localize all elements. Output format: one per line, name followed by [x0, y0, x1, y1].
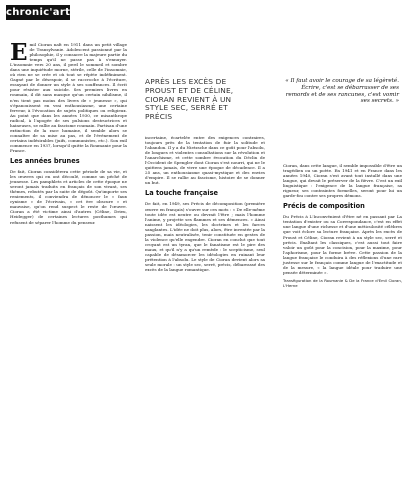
paragraph: mil Cioran naît en 1911 dans un petit village de Transylvanie. Adolescent passionné par la philosophie, il y consacre la majeure partie du temps qu'il ne passe pas à s'ennuyer. L'insomnie vers 20 ans, il perd le sommeil et sombre dans une inquiétude morne, stérile, celle de l'insomnie, où rien ne se crée et où tout se répète indéfiniment. Gagné par le désespoir, il se raccroche à l'écriture, essayant de donner un style à ses souffrances. Il écrit pour résister aux suicide. Ses premiers livres en roumain, il dit sans masque qu'un certain nihilisme, il n'en tient pas moins des livres de « jeunesse », qui s'épanouissent en vrai enthousiasme, une certaine ferveur, à l'évocation de sujets politiques ou religieux. Au point que dans les années 1930, ce misanthrope radical, à l'apogée de ses pulsions destructrices et haineuses, se rallie au fascisme roumain. Partisan d'une extinction de la race humaine, il semble alors se connaître de sa mise au pas, et de l'événement de certains indésirables (juifs, communistes, etc.). Son exil commence en 1937, lorsqu'il quitte la Roumanie pour la France.: [10, 42, 127, 153]
paragraph: Du Précis à L'Inconvénient d'être né en passant par La tentation d'exister ou sa Correspondance, c'est en effet une langue d'une richesse et d'une méticulosité célèbres que voit éclore sa lecture française. Après les excès de Proust et Céline, Cioran revient à un style sec, serré et précis. Exaltant les classiques, c'est aussi tout faire valoir un goût pour la concision, pour la maxime, pour l'aphorisme, pour la forme brève. Cette passion de la langue française le conduira à des réflexions d'une rare justesse sur le français comme langue de l'exactitude et de la mesure, « la langue idéale pour traduire une pensée déterminée ».: [283, 214, 402, 275]
book-reference: Transfiguration de la Roumanie & De la France d'Emil Cioran, L'Herne: [283, 277, 402, 288]
column-3: [283, 163, 402, 288]
drop-cap: E: [10, 39, 28, 66]
article-headline: [145, 78, 255, 122]
headline-text: APRÈS LES EXCÈS DE PROUST ET DE CÉLINE, CIORAN REVIENT À UN STYLE SEC, SERRÉ ET PRÉCIS: [145, 77, 234, 122]
paragraph: De fait, Cioran considérera cette période de sa vie, et les œuvres qui en ont découlé, comme un péché de jeunesse. Les pamphlets et articles de cette époque ne seront jamais traduits en français de son vivant, ses thèmes, rebutés par la suite de dégoût. Qu'importe ses reniements, il conviendra de dénoncer le « faux cynisme » de l'écrivain, « cet ère obscure » et mauvaise, qu'on rend suspect le reste de l'œuvre. Cioran a été victime ainsi d'autres (Céline, Drieu, Heidegger) de certaines lectures posthumes qui refusent de séparer l'homme du penseur.: [10, 169, 127, 225]
section-heading: La touche française: [145, 189, 218, 198]
column-2: [145, 135, 265, 272]
section-heading: Précis de composition: [283, 202, 365, 211]
paragraph: De fait, en 1949, ses Précis de décomposition (première œuvre en français) s'ouvre sur ces mots : « De elle-même toute idée est neutre ou devrait l'être ; mais l'homme l'anime, y projette ses flammes et ses démences. » Ainsi naissent les idéologies, les doctrines et les farces sanglantes. L'idée ne doit plus, alors, être inventée par la passion, mais neutralisée, tenir constituée en gestes de la violence qu'elle engendre. Cioran en conclut que tout croyant est un tyran, que le fanatisme est le pire des maux, et qu'il n'y a qu'un remède : le scepticisme, seul capable de désamorcer les idéologies en ruinant leur prétention à l'absolu. Le style de Cioran devient alors sa seule morale : un style sec, serré, précis, débarrassé des excès de la langue romantique.: [145, 201, 265, 273]
paragraph: Cioran, dans cette langue, il semble impossible d'être un tragédien ou un poète. En 1941 et en France dans les années 1940, Cioran s'est avant tout installé dans une langue, qui devait le préserver de la fièvre. C'est un exil linguistique : l'exigence de la langue française, sa rigueur, ses contraintes formelles, seront pour lui un garde-fou contre ses propres démons.: [283, 163, 402, 199]
pull-quote: « Il faut avoir le courage de sa légèreté. Écrire, c'est se débarrasser de ses remords et de ses rancunes, c'est vomir ses secrets. »: [285, 78, 399, 105]
column-1: [10, 39, 127, 225]
section-label: chronic'art: [6, 7, 71, 18]
paragraph: incertaine, écartelée entre des exigences contraires, toujours près de la tentation de fuir la solitude et l'abandon. Il y a du Nietzsche dans ce goût pour l'absolu, de longues et violentes consultations sur la révolution et l'anarchisme, et cette sombre évocation du Déclin de l'Occident de Spengler dont Cioran s'est nourri, qui ne le quittera jamais, de vivre une époque de décadence. Il a 25 ans, un enthousiasme quasi-mystique et des envies d'empire. Il se rallie au fascisme, histoire de se donner un but.: [145, 135, 265, 186]
section-heading: Les années brunes: [10, 157, 80, 166]
